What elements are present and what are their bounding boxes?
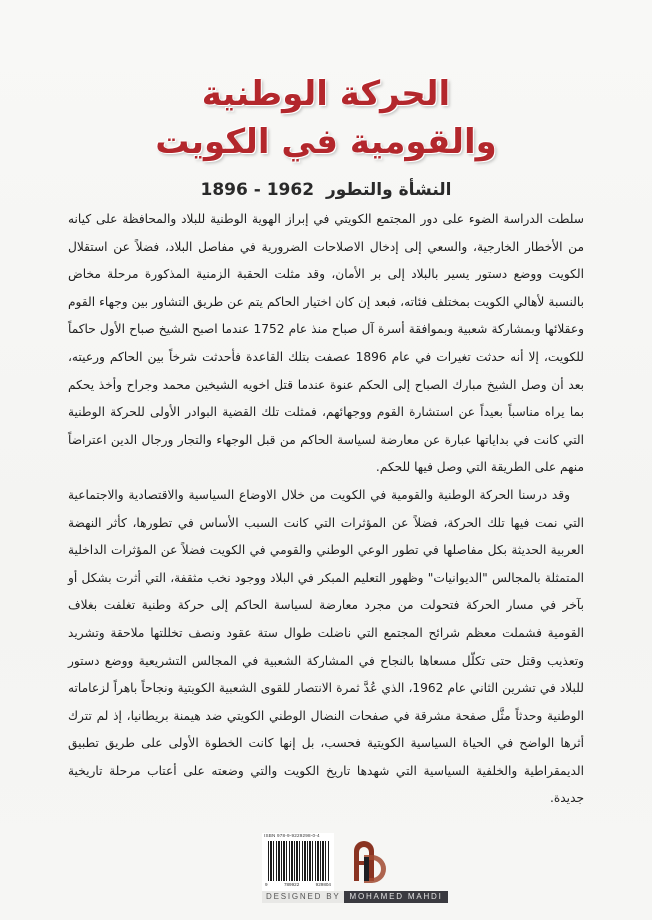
blurb-paragraph-2: وقد درسنا الحركة الوطنية والقومية في الكويت من خلال الاوضاع السياسية والاقتصادية والاجتماعية التي نمت فيها تلك الحركة، فضلاً عن المؤثرات التي كانت السبب الأساس في تطورها، كأثر النهضة العربية الحديثة بكل مفاصلها في تطور الوعي الوطني والقومي في الكويت فضلاً عن المؤثرات الداخلية المتمثلة بالمجالس "الديوانيات" وظهور التعليم المبكر في البلاد ووجود نخب مثقفة، التي أثرت بشكل أو بآخر في مسار الحركة فتحولت من مجرد معارضة لسياسة الحاكم إلى حركة وطنية تغلفت بغلاف القومية فشملت معظم شرائح المجتمع التي ناضلت طوال ستة عقود ونصف تخللتها ملاحقة وتشريد وتعذيب وقتل حتى تكلّل مسعاها بالنجاح في المشاركة الشعبية في المجالس التشريعية ووضع دستور للبلاد في تشرين الثاني عام 1962، الذي عُدَّ ثمرة الانتصار للقوى الشعبية الكويتية ونجاحاً باهراً لزعاماته الوطنية وحدثاً مثَّل صفحة مشرقة في صفحات النضال الوطني الكويتي ضد هيمنة بريطانيا، إذ لم تترك أثرها الواضح في الحياة السياسية الكويتية فحسب، بل إنها كانت الخطوة الأولى على طريق تطبيق الديمقراطية والخلفية السياسية التي شهدها تاريخ الكويت والتي وضعته على أعتاب مرحلة تاريخية جديدة. <box>68 487 584 806</box>
book-title-line-1: الحركة الوطنية <box>201 74 451 114</box>
barcode-digit-group: 789922 <box>283 882 300 887</box>
designed-by-label: DESIGNED BY <box>262 891 344 903</box>
barcode-digits <box>262 882 334 887</box>
subtitle-years: 1896 - 1962 <box>200 180 315 200</box>
barcode-icon <box>268 841 330 881</box>
title-block <box>0 70 652 200</box>
isbn-barcode <box>262 833 334 891</box>
subtitle-text: النشأة والتطور <box>325 180 452 200</box>
blurb-paragraph-1: سلطت الدراسة الضوء على دور المجتمع الكويتي في إبراز الهوية الوطنية للبلاد والمحافظة على كيانه من الأخطار الخارجية، والسعي إلى إدخال الاصلاحات الضرورية في مفاصل البلاد، فضلاً عن استقلال الكويت ووضع دستور يسير بالبلاد إلى بر الأمان، وقد مثلت الحقبة الزمنية المذكورة مرحلة مخاض بالنسبة لأهالي الكويت بمختلف فئاته، فبعد إن كان اختيار الحاكم يتم عن طريق التشاور بين وجهاء القوم وعقلائها وبمشاركة شعبية وبموافقة أسرة آل صباح منذ عام 1752 عندما اصبح الشيخ صباح الأول حاكماً للكويت، إلا أنه حدثت تغيرات في عام 1896 عصفت بتلك القاعدة فأحدثت شرخاً بين الحاكم ورعيته، بعد أن وصل الشيخ مبارك الصباح إلى الحكم عنوة عندما قتل اخويه الشيخين محمد وجراح وأخذ يحكم بما يراه مناسباً بعيداً عن استشارة القوم ووجهائهم، فمثلت تلك القضية البوادر الأولى للحركة الوطنية التي كانت في بداياتها عبارة عن معارضة لسياسة الحاكم من قبل الوجهاء والتجار ورجال الدين اعتراضاً منهم على الطريقة التي وصل فيها للحكم. <box>68 212 584 475</box>
book-subtitle <box>0 180 652 200</box>
barcode-digit-group: 9 <box>265 882 268 887</box>
isbn-label: ISBN 978-9-9229298-0-4 <box>264 833 320 838</box>
publisher-logo-icon <box>348 841 390 883</box>
designer-credit <box>262 891 448 903</box>
barcode-digit-group: 929804 <box>315 882 331 887</box>
designer-name: MOHAMED MAHDI <box>344 891 447 903</box>
blurb-text <box>68 206 584 813</box>
book-title-line-2: والقومية في الكويت <box>155 122 497 162</box>
cover-footer <box>0 825 652 920</box>
